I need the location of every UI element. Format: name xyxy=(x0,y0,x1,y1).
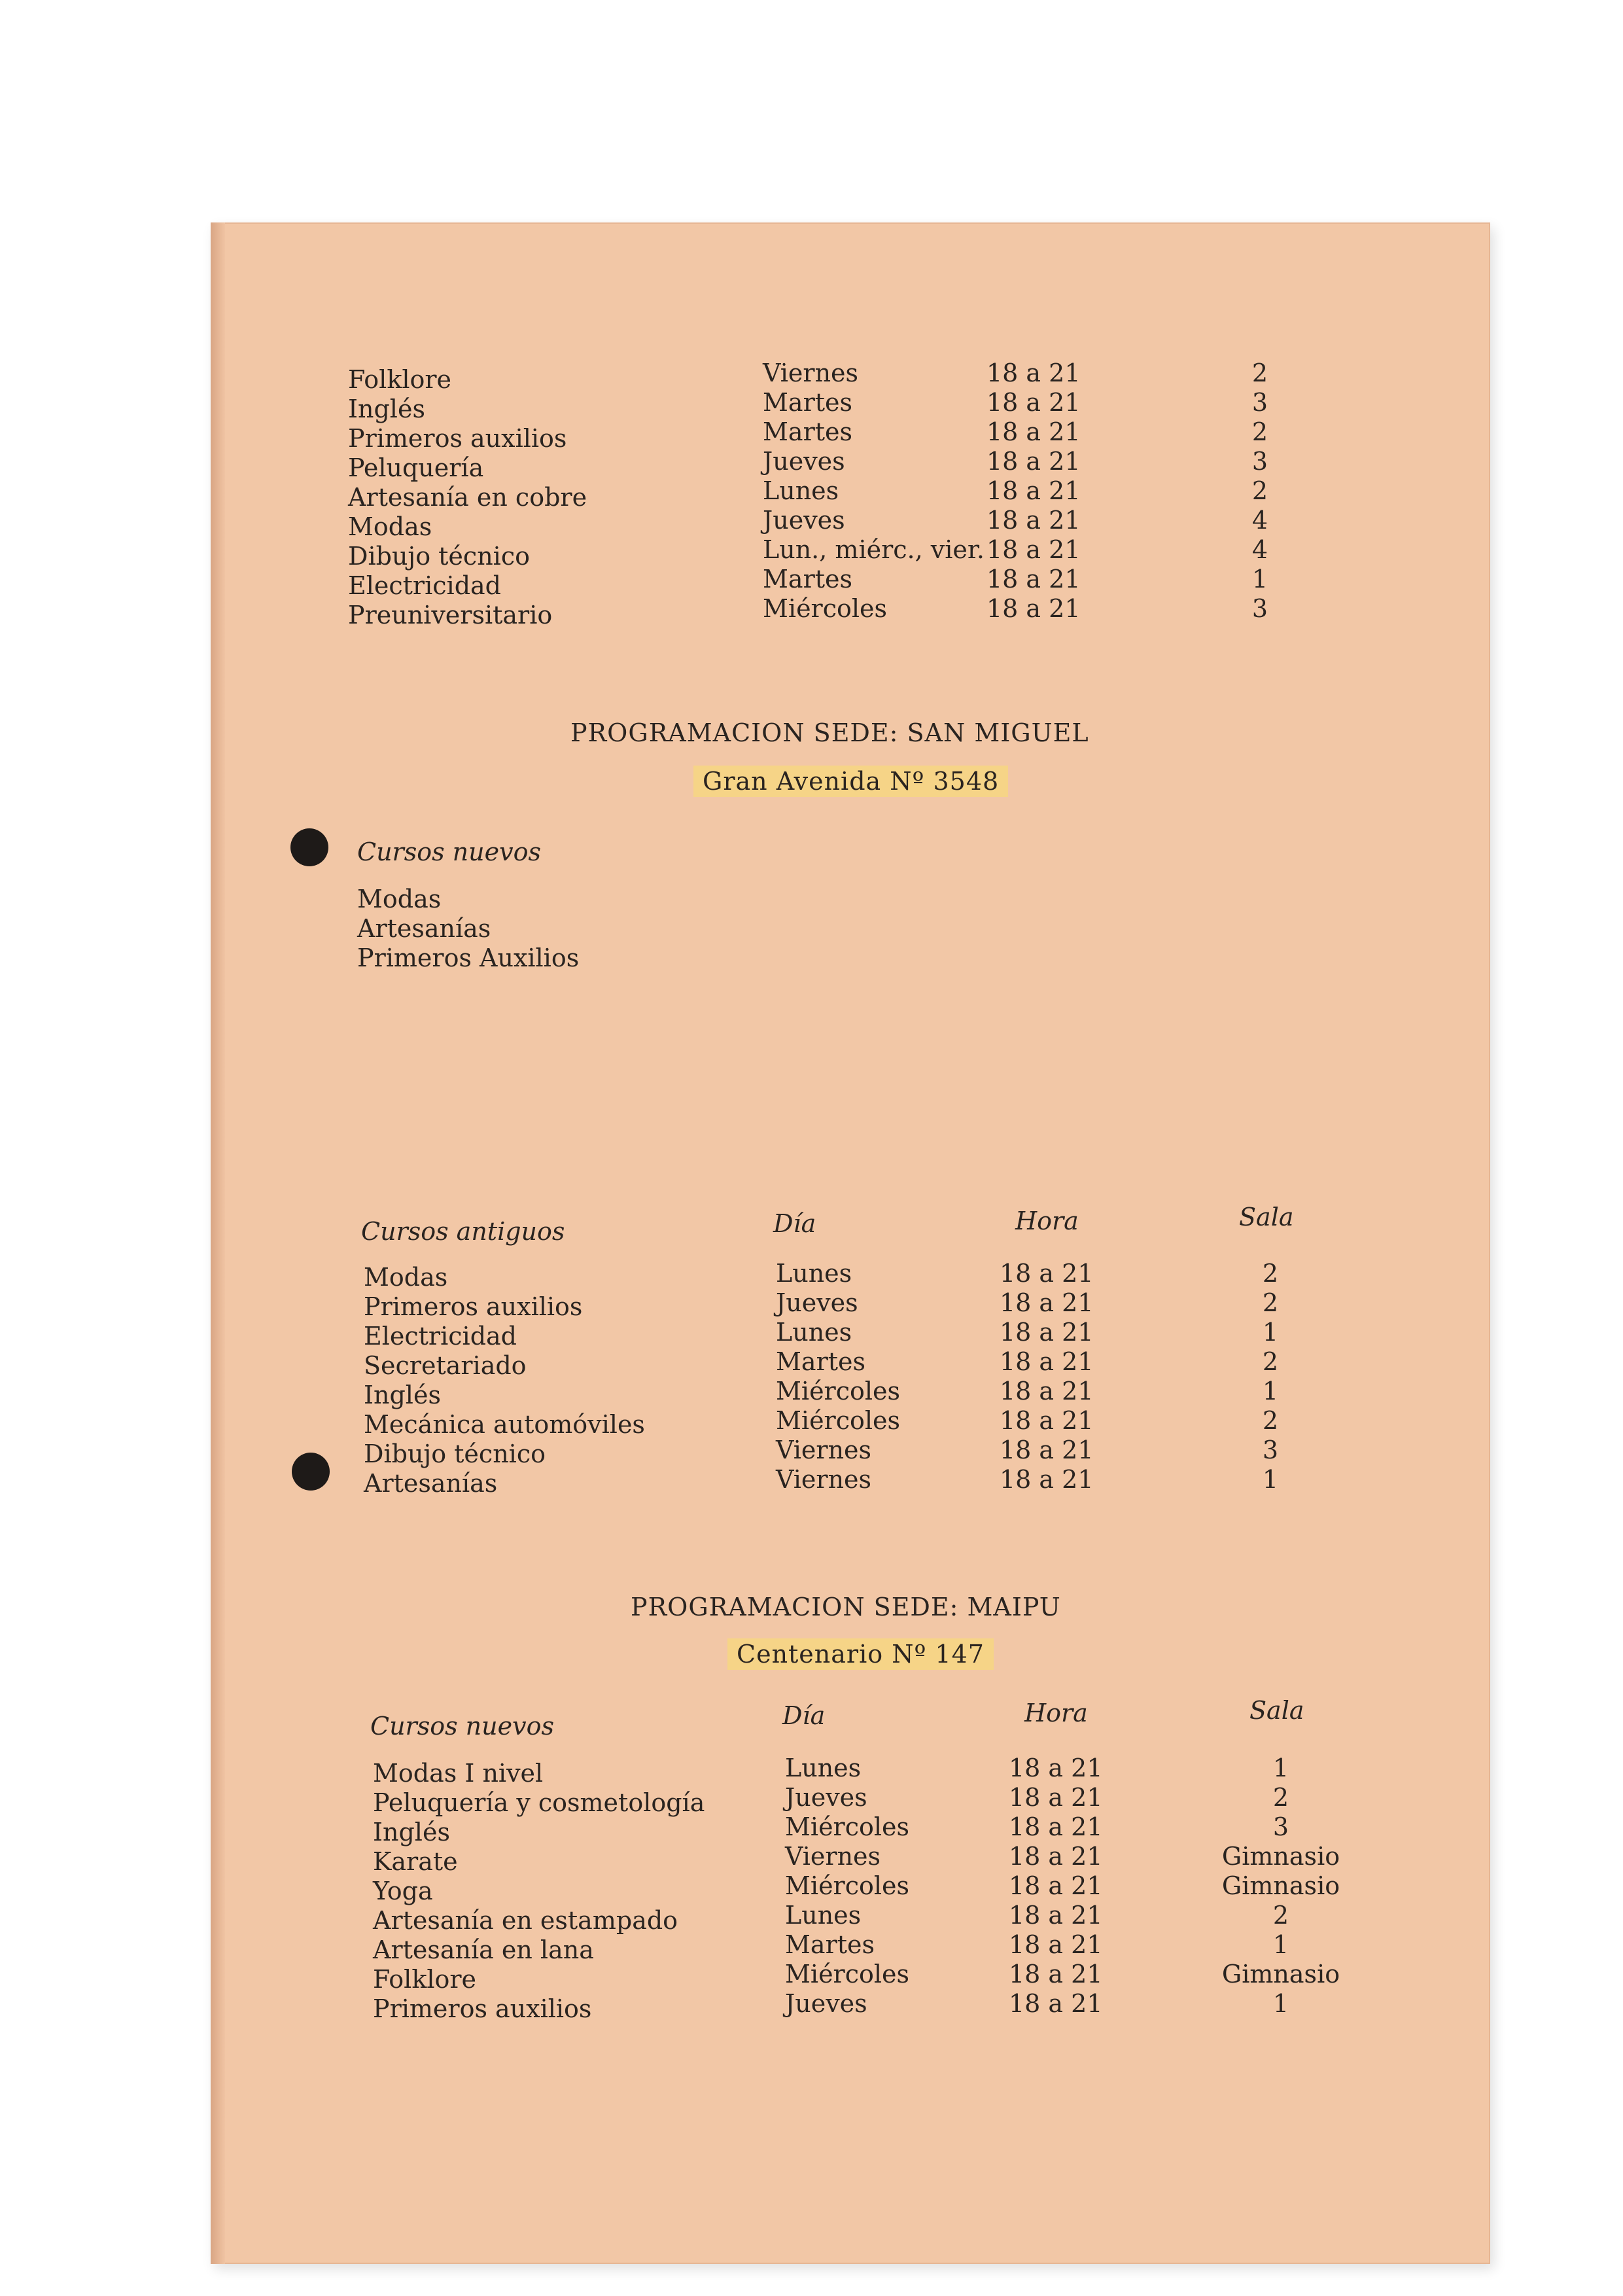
course-hours: 18 a 21 xyxy=(986,594,1081,623)
course-day: Martes xyxy=(763,388,852,417)
course-name: Primeros auxilios xyxy=(364,1292,583,1321)
maipu-address: Centenario Nº 147 xyxy=(727,1640,994,1669)
course-name: Folklore xyxy=(373,1965,477,1994)
course-name: Primeros auxilios xyxy=(348,424,567,453)
course-day: Lunes xyxy=(785,1754,862,1782)
course-day: Martes xyxy=(785,1930,875,1959)
course-day: Lun., miérc., vier. xyxy=(763,535,985,564)
course-hours: 18 a 21 xyxy=(1009,1871,1103,1900)
maipu-nuevos-label: Cursos nuevos xyxy=(370,1712,554,1740)
course-hours: 18 a 21 xyxy=(1009,1754,1103,1782)
course-name: Inglés xyxy=(364,1381,441,1409)
course-room: 2 xyxy=(1251,476,1268,505)
course-room: 3 xyxy=(1272,1812,1289,1841)
course-day: Lunes xyxy=(763,476,839,505)
course-day: Jueves xyxy=(785,1989,867,2018)
course-name: Dibujo técnico xyxy=(348,542,530,571)
punch-hole-bottom xyxy=(292,1453,330,1491)
course-room: 2 xyxy=(1262,1288,1279,1317)
course-name: Artesanía en cobre xyxy=(348,483,587,512)
course-hours: 18 a 21 xyxy=(1009,1783,1103,1812)
course-name: Artesanía en estampado xyxy=(373,1906,678,1935)
course-name: Primeros auxilios xyxy=(373,1994,592,2023)
course-room: 3 xyxy=(1251,447,1268,476)
course-room: 1 xyxy=(1262,1465,1279,1494)
course-name: Dibujo técnico xyxy=(364,1439,546,1468)
course-name: Yoga xyxy=(373,1877,433,1905)
course-hours: 18 a 21 xyxy=(1000,1465,1094,1494)
course-name: Inglés xyxy=(373,1818,450,1846)
course-name: Secretariado xyxy=(364,1351,527,1380)
list-item: Artesanías xyxy=(357,914,491,943)
course-room: Gimnasio xyxy=(1221,1842,1340,1871)
maipu-title: PROGRAMACION SEDE: MAIPU xyxy=(631,1593,1061,1621)
course-hours: 18 a 21 xyxy=(1000,1377,1094,1405)
course-hours: 18 a 21 xyxy=(1009,1901,1103,1930)
course-name: Peluquería y cosmetología xyxy=(373,1788,705,1817)
course-day: Viernes xyxy=(776,1465,872,1494)
course-day: Martes xyxy=(763,417,852,446)
page-spine xyxy=(211,222,225,2264)
course-day: Jueves xyxy=(763,447,845,476)
san-miguel-header-hora: Hora xyxy=(1015,1207,1079,1235)
course-day: Miércoles xyxy=(785,1871,910,1900)
course-hours: 18 a 21 xyxy=(986,506,1081,535)
maipu-header-dia: Día xyxy=(782,1701,826,1730)
punch-hole-top xyxy=(290,828,328,866)
course-day: Miércoles xyxy=(763,594,888,623)
course-room: 1 xyxy=(1272,1989,1289,2018)
course-room: 3 xyxy=(1251,594,1268,623)
list-item: Modas xyxy=(357,885,442,913)
san-miguel-nuevos-label: Cursos nuevos xyxy=(357,838,541,866)
course-hours: 18 a 21 xyxy=(986,417,1081,446)
course-day: Viernes xyxy=(776,1436,872,1464)
maipu-header-sala: Sala xyxy=(1249,1696,1304,1725)
san-miguel-header-sala: Sala xyxy=(1239,1203,1294,1231)
course-room: 1 xyxy=(1251,565,1268,593)
course-hours: 18 a 21 xyxy=(1000,1318,1094,1347)
course-hours: 18 a 21 xyxy=(986,565,1081,593)
course-name: Modas I nivel xyxy=(373,1759,544,1788)
course-day: Martes xyxy=(776,1347,865,1376)
course-day: Jueves xyxy=(776,1288,858,1317)
course-day: Miércoles xyxy=(776,1406,901,1435)
maipu-header-hora: Hora xyxy=(1024,1699,1088,1727)
course-room: 4 xyxy=(1251,535,1268,564)
course-day: Lunes xyxy=(776,1259,852,1288)
course-room: 2 xyxy=(1262,1406,1279,1435)
course-hours: 18 a 21 xyxy=(1009,1930,1103,1959)
course-name: Modas xyxy=(348,512,432,541)
course-room: 2 xyxy=(1262,1347,1279,1376)
course-hours: 18 a 21 xyxy=(1009,1842,1103,1871)
course-hours: 18 a 21 xyxy=(1000,1259,1094,1288)
course-day: Viernes xyxy=(763,359,859,387)
course-hours: 18 a 21 xyxy=(1000,1288,1094,1317)
course-name: Artesanía en lana xyxy=(373,1935,594,1964)
san-miguel-header-dia: Día xyxy=(773,1209,816,1238)
course-room: 3 xyxy=(1262,1436,1279,1464)
san-miguel-address: Gran Avenida Nº 3548 xyxy=(693,767,1008,796)
course-room: 1 xyxy=(1272,1930,1289,1959)
course-name: Karate xyxy=(373,1847,458,1876)
course-day: Miércoles xyxy=(776,1377,901,1405)
course-hours: 18 a 21 xyxy=(1000,1347,1094,1376)
course-name: Folklore xyxy=(348,365,452,394)
course-room: 2 xyxy=(1272,1901,1289,1930)
course-room: 1 xyxy=(1262,1377,1279,1405)
course-room: Gimnasio xyxy=(1221,1871,1340,1900)
course-day: Jueves xyxy=(763,506,845,535)
san-miguel-title: PROGRAMACION SEDE: SAN MIGUEL xyxy=(570,718,1089,747)
course-room: 2 xyxy=(1272,1783,1289,1812)
course-day: Martes xyxy=(763,565,852,593)
course-day: Viernes xyxy=(785,1842,881,1871)
list-item: Primeros Auxilios xyxy=(357,944,580,972)
course-name: Modas xyxy=(364,1263,448,1292)
course-name: Peluquería xyxy=(348,453,484,482)
course-room: 1 xyxy=(1272,1754,1289,1782)
course-day: Jueves xyxy=(785,1783,867,1812)
san-miguel-antiguos-label: Cursos antiguos xyxy=(361,1217,565,1246)
course-hours: 18 a 21 xyxy=(1009,1989,1103,2018)
course-hours: 18 a 21 xyxy=(986,447,1081,476)
course-room: Gimnasio xyxy=(1221,1960,1340,1988)
course-hours: 18 a 21 xyxy=(1000,1406,1094,1435)
course-room: 3 xyxy=(1251,388,1268,417)
course-day: Lunes xyxy=(776,1318,852,1347)
course-name: Inglés xyxy=(348,395,425,423)
course-room: 2 xyxy=(1262,1259,1279,1288)
course-day: Miércoles xyxy=(785,1960,910,1988)
course-hours: 18 a 21 xyxy=(986,388,1081,417)
course-name: Electricidad xyxy=(364,1322,517,1351)
course-name: Mecánica automóviles xyxy=(364,1410,645,1439)
course-room: 2 xyxy=(1251,417,1268,446)
course-name: Preuniversitario xyxy=(348,601,553,629)
course-room: 4 xyxy=(1251,506,1268,535)
course-room: 2 xyxy=(1251,359,1268,387)
course-day: Lunes xyxy=(785,1901,862,1930)
course-name: Artesanías xyxy=(364,1469,498,1498)
course-name: Electricidad xyxy=(348,571,501,600)
course-hours: 18 a 21 xyxy=(1009,1812,1103,1841)
course-hours: 18 a 21 xyxy=(986,476,1081,505)
course-hours: 18 a 21 xyxy=(1009,1960,1103,1988)
course-room: 1 xyxy=(1262,1318,1279,1347)
course-day: Miércoles xyxy=(785,1812,910,1841)
course-hours: 18 a 21 xyxy=(986,359,1081,387)
course-hours: 18 a 21 xyxy=(986,535,1081,564)
course-hours: 18 a 21 xyxy=(1000,1436,1094,1464)
